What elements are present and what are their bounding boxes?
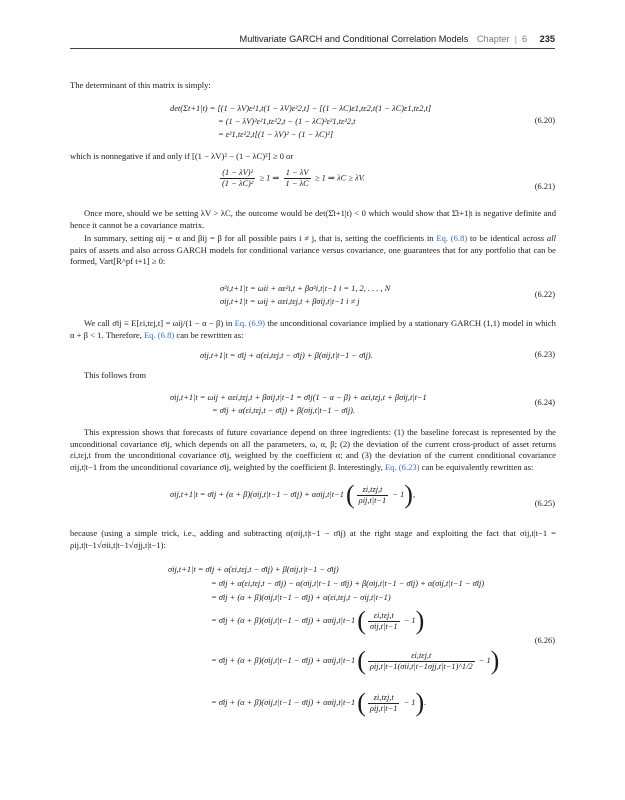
equation-6-26-line-6 — [211, 690, 426, 716]
link-eq-6-23[interactable]: Eq. (6.23) — [384, 461, 420, 472]
equation-6-26-line-6-lhs: = σ̄ij + (α + β)(σij,t|t−1 − σ̄ij) + ασij,t|t−1 — [211, 697, 356, 707]
equation-6-20-line-3: = ε²1,tε²2,t[(1 − λV)² − (1 − λC)²] — [218, 130, 334, 139]
header-chapter-number: 6 — [521, 34, 528, 44]
unconditional-text-b: the unconditional covariance implied by a stationary GARCH (1,1) model in which α + β < 1. Therefore, — [70, 318, 556, 340]
minus-one: − 1 — [392, 489, 405, 499]
equation-6-25: σij,t+1|t = σ̄ij + (α + β)(σij,t|t−1 − σ̄ij) + ασij,t|t−1 ( $\frac{\text{zi,tzj,t}}{\text{ρij,t|t−1}}$ − 1), — [170, 480, 416, 509]
minus-one: − 1 — [403, 697, 416, 707]
paragraph-simple-trick: because (using a simple trick, i.e., adding and subtracting α(σij,t|t−1 − σ̄ij) at the right stage and exploiting the fact that σij,t|t−1 = ρij,t|t−1√σii,t|t−1√σjj,t|t−1): — [70, 528, 556, 550]
fraction-denominator: (1 − λC)² — [222, 179, 254, 188]
ingredients-text-a: This expression shows that forecasts of future covariance depend on three ingredients: (1) the baseline forecast is represented by the unconditional covariance σ̄ij, which depends on all the parameters, ω, α, β; (2) the deviation of the current cross-product of asset returns εi,tεj,t from the unconditional covariance σ̄ij, weighted by the coefficient α; and (3) the deviation of the current conditional covariance σij,t|t−1 from the unconditional covariance σ̄ij, weighted by the coefficient β. Interestingly, — [70, 427, 556, 472]
link-eq-6-8-second[interactable]: Eq. (6.8) — [143, 329, 175, 340]
equation-number-6-22: (6.22) — [534, 290, 555, 299]
right-paren: ) — [490, 646, 500, 675]
paragraph-negative-definite: Once more, should we be setting λV > λC, the outcome would be det(Σ̂t+1|t) < 0 which would show that Σ̂t+1|t is negative definite and hence it cannot be a covariance matrix. — [70, 208, 556, 230]
equation-number-6-20: (6.20) — [534, 116, 555, 125]
unconditional-text-a: We call σ̄ij ≡ E[εi,tεj,t] = ωij/(1 − α − β) in — [84, 318, 233, 328]
minus-one: − 1 — [403, 615, 416, 625]
fraction-variance-ratio — [220, 168, 255, 189]
header-separator: | — [514, 34, 517, 44]
fraction-denominator: ρij,t|t−1 — [369, 703, 398, 713]
fraction-denominator: ρij,t|t−1 — [358, 495, 387, 505]
right-paren: ) — [415, 688, 425, 717]
fraction-denominator: σij,t|t−1 — [369, 621, 398, 631]
left-paren: ( — [357, 646, 366, 675]
summary-text-c: pairs of assets and also across GARCH models for conditional variance versus covariance, one guarantees that for any portfolio that can be formed, Vart[R^pf t+1] ≥ 0: — [70, 244, 556, 267]
fraction-numerator: εi,tεj,t — [368, 611, 400, 622]
link-eq-6-9[interactable]: Eq. (6.9) — [234, 318, 266, 328]
equation-6-24-line-2: = σ̄ij + α(εi,tεj,t − σ̄ij) + β(σij,t|t−1 − σ̄ij). — [212, 406, 356, 415]
fraction-eps-over-sigma — [368, 611, 400, 632]
right-paren: ) — [415, 606, 425, 635]
fraction-numerator: (1 − λV)² — [220, 168, 255, 179]
paragraph-three-ingredients — [70, 427, 556, 473]
header-title: Multivariate GARCH and Conditional Correlation Models — [239, 34, 469, 44]
equation-6-26-line-5-lhs: = σ̄ij + (α + β)(σij,t|t−1 − σ̄ij) + ασij,t|t−1 — [211, 655, 356, 665]
equation-number-6-25: (6.25) — [534, 499, 555, 508]
right-paren: ) — [404, 480, 413, 509]
equation-6-22-line-2: σij,t+1|t = ωij + αεi,tεj,t + βσij,t|t−1 i ≠ j — [220, 297, 360, 306]
fraction-z-over-rho-final — [368, 693, 400, 714]
summary-text-b: to be identical across — [470, 233, 545, 243]
running-header — [240, 34, 555, 44]
end-period: . — [424, 697, 427, 707]
summary-text-a: In summary, setting αij = α and βij = β for all possible pairs i ≠ j, that is, setting the coefficients in — [84, 233, 434, 243]
fraction-lambda-ratio — [284, 168, 311, 189]
equation-6-26-line-5 — [211, 648, 499, 674]
equation-number-6-24: (6.24) — [534, 398, 555, 407]
equation-6-26-line-2: = σ̄ij + α(εi,tεj,t − σ̄ij) − α(σij,t|t−1 − σ̄ij) + β(σij,t|t−1 − σ̄ij) + α(σij,t|t−1 − σ̄ij) — [211, 579, 485, 588]
ingredients-text-b: can be equivalently rewritten as: — [421, 461, 534, 472]
left-paren: ( — [357, 606, 366, 635]
fraction-z-over-rho — [357, 485, 389, 506]
paragraph-determinant-intro: The determinant of this matrix is simply: — [70, 80, 211, 90]
paragraph-follows-from: This follows from — [84, 370, 147, 380]
equation-6-26-line-3: = σ̄ij + (α + β)(σij,t|t−1 − σ̄ij) + α(εi,tεj,t − σij,t|t−1) — [211, 593, 391, 602]
fraction-denominator: 1 − λC — [285, 179, 309, 188]
equation-number-6-21: (6.21) — [534, 182, 555, 191]
equation-6-20-line-2: = (1 − λV)²ε²1,tε²2,t − (1 − λC)²ε²1,tε²2,t — [218, 117, 356, 126]
equation-6-21 — [218, 168, 365, 189]
header-rule — [70, 48, 555, 49]
left-paren: ( — [357, 688, 366, 717]
page-number: 235 — [539, 34, 555, 44]
fraction-denominator: ρij,t|t−1(σii,t|t−1σjj,t|t−1)^1/2 — [369, 661, 473, 671]
equation-6-23: σij,t+1|t = σ̄ij + α(εi,tεj,t − σ̄ij) + β(σij,t|t−1 − σ̄ij). — [200, 351, 373, 360]
link-eq-6-8[interactable]: Eq. (6.8) — [436, 233, 468, 243]
minus-one: − 1 — [478, 655, 491, 665]
implies-text: ≥ 1 ⇒ — [259, 173, 280, 183]
unconditional-text-c: can be rewritten as: — [176, 329, 244, 340]
equation-number-6-23: (6.23) — [534, 350, 555, 359]
fraction-numerator: εi,tεj,t — [368, 651, 475, 662]
equation-6-20-line-1: det(Σt+1|t) = [(1 − λV)ε²1,t(1 − λV)ε²2,t] − [(1 − λC)ε1,tε2,t(1 − λC)ε1,tε2,t] — [170, 104, 432, 113]
header-chapter-label: Chapter — [476, 34, 510, 44]
equation-6-26-line-4 — [211, 608, 424, 634]
fraction-numerator: zi,tzj,t — [368, 693, 400, 704]
left-paren: ( — [346, 480, 355, 509]
emphasis-all: all — [546, 233, 556, 243]
paragraph-nonnegative: which is nonnegative if and only if [(1 − λV)² − (1 − λC)²] ≥ 0 or — [70, 151, 294, 161]
equation-6-24-line-1: σij,t+1|t = ωij + αεi,tεj,t + βσij,t|t−1 = σ̄ij(1 − α − β) + αεi,tεj,t + βσij,t|t−1 — [170, 393, 427, 402]
paragraph-unconditional-covariance — [70, 318, 556, 341]
equation-6-25-lhs: σij,t+1|t = σ̄ij + (α + β)(σij,t|t−1 − σ̄ij) + ασij,t|t−1 — [170, 489, 344, 499]
equation-6-26-line-4-lhs: = σ̄ij + (α + β)(σij,t|t−1 − σ̄ij) + ασij,t|t−1 — [211, 615, 356, 625]
equation-6-22-line-1: σ²i,t+1|t = ωii + αε²i,t + βσ²i,t|t−1 i = 1, 2, . . . , N — [220, 284, 391, 293]
equation-number-6-26: (6.26) — [534, 636, 555, 645]
implies-conclusion: ≥ 1 ⇒ λC ≥ λV. — [314, 173, 365, 183]
fraction-numerator: 1 − λV — [284, 168, 311, 179]
fraction-eps-over-rho-sigma — [368, 651, 475, 672]
fraction-numerator: zi,tzj,t — [357, 485, 389, 496]
equation-6-26-line-1: σij,t+1|t = σ̄ij + α(εi,tεj,t − σ̄ij) + β(σij,t|t−1 − σ̄ij) — [168, 565, 339, 574]
paragraph-summary — [70, 233, 556, 268]
